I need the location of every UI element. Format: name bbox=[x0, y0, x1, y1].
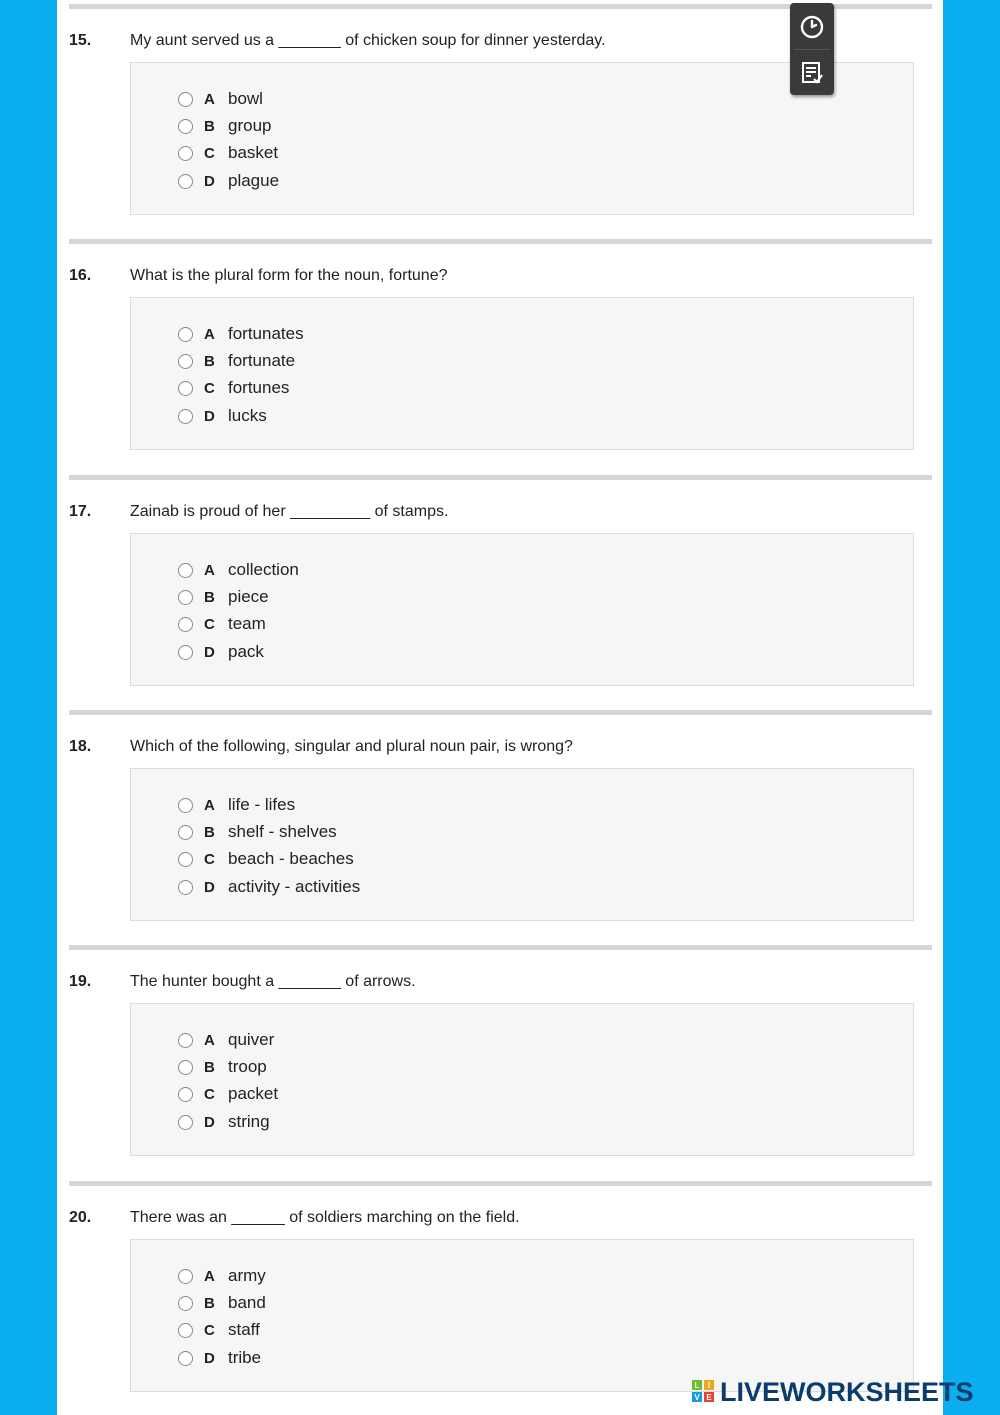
radio-button[interactable] bbox=[178, 354, 193, 369]
option-d[interactable] bbox=[178, 1348, 261, 1368]
option-letter: A bbox=[204, 561, 215, 579]
option-text: group bbox=[228, 116, 272, 135]
option-text: life - lifes bbox=[228, 795, 296, 814]
option-letter: A bbox=[204, 1031, 215, 1049]
radio-button[interactable] bbox=[178, 1269, 193, 1284]
liveworksheets-brand bbox=[692, 1376, 974, 1408]
checklist-button[interactable] bbox=[790, 51, 834, 95]
option-b[interactable] bbox=[178, 1057, 267, 1077]
option-letter: B bbox=[204, 588, 215, 606]
option-letter: C bbox=[204, 1085, 215, 1103]
radio-button[interactable] bbox=[178, 590, 193, 605]
radio-button[interactable] bbox=[178, 563, 193, 578]
option-letter: B bbox=[204, 823, 215, 841]
radio-button[interactable] bbox=[178, 1115, 193, 1130]
option-text: lucks bbox=[228, 406, 267, 425]
question-text: What is the plural form for the noun, fortune? bbox=[130, 267, 448, 284]
brand-logo-icon bbox=[692, 1380, 716, 1404]
option-text: piece bbox=[228, 587, 269, 606]
option-a[interactable] bbox=[178, 89, 263, 109]
radio-button[interactable] bbox=[178, 798, 193, 813]
option-c[interactable] bbox=[178, 614, 266, 634]
option-text: tribe bbox=[228, 1348, 262, 1367]
radio-button[interactable] bbox=[178, 617, 193, 632]
question-number: 16. bbox=[69, 267, 92, 284]
question-text: There was an ______ of soldiers marching on the field. bbox=[130, 1209, 520, 1226]
radio-button[interactable] bbox=[178, 92, 193, 107]
option-letter: A bbox=[204, 90, 215, 108]
option-text: team bbox=[228, 614, 266, 633]
option-text: basket bbox=[228, 143, 279, 162]
option-b[interactable] bbox=[178, 822, 337, 842]
option-letter: B bbox=[204, 1294, 215, 1312]
question-number: 19. bbox=[69, 973, 92, 990]
option-a[interactable] bbox=[178, 795, 295, 815]
option-text: pack bbox=[228, 642, 264, 661]
option-c[interactable] bbox=[178, 849, 354, 869]
option-letter: A bbox=[204, 796, 215, 814]
options-box bbox=[130, 533, 914, 686]
option-letter: D bbox=[204, 1113, 215, 1131]
left-blue-margin bbox=[0, 0, 57, 1415]
question-number: 18. bbox=[69, 738, 92, 755]
logo-letter: V bbox=[692, 1392, 702, 1402]
question-text: The hunter bought a _______ of arrows. bbox=[130, 973, 416, 990]
option-letter: C bbox=[204, 144, 215, 162]
options-box bbox=[130, 768, 914, 921]
options-box bbox=[130, 297, 914, 450]
radio-button[interactable] bbox=[178, 1033, 193, 1048]
option-letter: D bbox=[204, 1349, 215, 1367]
option-text: fortunates bbox=[228, 324, 304, 343]
option-d[interactable] bbox=[178, 171, 279, 191]
question-text: My aunt served us a _______ of chicken soup for dinner yesterday. bbox=[130, 32, 606, 49]
option-text: quiver bbox=[228, 1030, 275, 1049]
option-letter: C bbox=[204, 615, 215, 633]
question-divider bbox=[69, 239, 932, 244]
radio-button[interactable] bbox=[178, 1323, 193, 1338]
option-text: staff bbox=[228, 1320, 260, 1339]
option-text: plague bbox=[228, 171, 280, 190]
worksheet-page bbox=[57, 0, 943, 1415]
option-text: activity - activities bbox=[228, 877, 361, 896]
radio-button[interactable] bbox=[178, 1087, 193, 1102]
option-b[interactable] bbox=[178, 1293, 266, 1313]
option-text: beach - beaches bbox=[228, 849, 354, 868]
option-letter: A bbox=[204, 325, 215, 343]
brand-name: LIVEWORKSHEETS bbox=[720, 1376, 974, 1407]
radio-button[interactable] bbox=[178, 825, 193, 840]
option-text: army bbox=[228, 1266, 266, 1285]
radio-button[interactable] bbox=[178, 409, 193, 424]
timer-icon bbox=[799, 14, 825, 40]
option-letter: B bbox=[204, 117, 215, 135]
logo-letter: L bbox=[692, 1380, 702, 1390]
option-b[interactable] bbox=[178, 587, 269, 607]
radio-button[interactable] bbox=[178, 119, 193, 134]
option-d[interactable] bbox=[178, 406, 267, 426]
option-text: string bbox=[228, 1112, 270, 1131]
options-box bbox=[130, 1003, 914, 1156]
radio-button[interactable] bbox=[178, 1296, 193, 1311]
option-c[interactable] bbox=[178, 143, 278, 163]
question-number: 15. bbox=[69, 32, 92, 49]
question-number: 20. bbox=[69, 1209, 92, 1226]
option-letter: D bbox=[204, 643, 215, 661]
question-text: Zainab is proud of her _________ of stamps. bbox=[130, 503, 449, 520]
option-d[interactable] bbox=[178, 1112, 270, 1132]
option-letter: A bbox=[204, 1267, 215, 1285]
question-divider bbox=[69, 710, 932, 715]
option-b[interactable] bbox=[178, 351, 295, 371]
option-letter: C bbox=[204, 379, 215, 397]
option-c[interactable] bbox=[178, 378, 289, 398]
option-b[interactable] bbox=[178, 116, 271, 136]
option-text: band bbox=[228, 1293, 266, 1312]
toolbar-separator bbox=[794, 49, 830, 50]
option-letter: D bbox=[204, 172, 215, 190]
radio-button[interactable] bbox=[178, 174, 193, 189]
option-a[interactable] bbox=[178, 324, 304, 344]
question-divider bbox=[69, 945, 932, 950]
option-letter: C bbox=[204, 850, 215, 868]
option-text: bowl bbox=[228, 89, 263, 108]
radio-button[interactable] bbox=[178, 880, 193, 895]
option-letter: C bbox=[204, 1321, 215, 1339]
option-d[interactable] bbox=[178, 642, 264, 662]
radio-button[interactable] bbox=[178, 1060, 193, 1075]
option-letter: D bbox=[204, 878, 215, 896]
option-letter: B bbox=[204, 352, 215, 370]
options-box bbox=[130, 1239, 914, 1392]
option-a[interactable] bbox=[178, 560, 299, 580]
question-text: Which of the following, singular and plural noun pair, is wrong? bbox=[130, 738, 573, 755]
checklist-icon bbox=[799, 60, 825, 86]
timer-button[interactable] bbox=[790, 5, 834, 49]
radio-button[interactable] bbox=[178, 327, 193, 342]
question-divider bbox=[69, 1181, 932, 1186]
option-d[interactable] bbox=[178, 877, 360, 897]
question-number: 17. bbox=[69, 503, 92, 520]
right-blue-margin bbox=[943, 0, 1000, 1415]
option-letter: D bbox=[204, 407, 215, 425]
floating-toolbar bbox=[790, 3, 834, 95]
option-text: packet bbox=[228, 1084, 279, 1103]
option-a[interactable] bbox=[178, 1030, 274, 1050]
option-c[interactable] bbox=[178, 1084, 278, 1104]
radio-button[interactable] bbox=[178, 381, 193, 396]
option-text: shelf - shelves bbox=[228, 822, 337, 841]
radio-button[interactable] bbox=[178, 146, 193, 161]
radio-button[interactable] bbox=[178, 1351, 193, 1366]
option-text: collection bbox=[228, 560, 299, 579]
option-letter: B bbox=[204, 1058, 215, 1076]
radio-button[interactable] bbox=[178, 645, 193, 660]
radio-button[interactable] bbox=[178, 852, 193, 867]
option-c[interactable] bbox=[178, 1320, 260, 1340]
logo-letter: E bbox=[704, 1392, 714, 1402]
option-text: fortunes bbox=[228, 378, 290, 397]
option-text: fortunate bbox=[228, 351, 296, 370]
question-divider bbox=[69, 475, 932, 480]
logo-letter: I bbox=[704, 1380, 714, 1390]
option-text: troop bbox=[228, 1057, 267, 1076]
option-a[interactable] bbox=[178, 1266, 266, 1286]
